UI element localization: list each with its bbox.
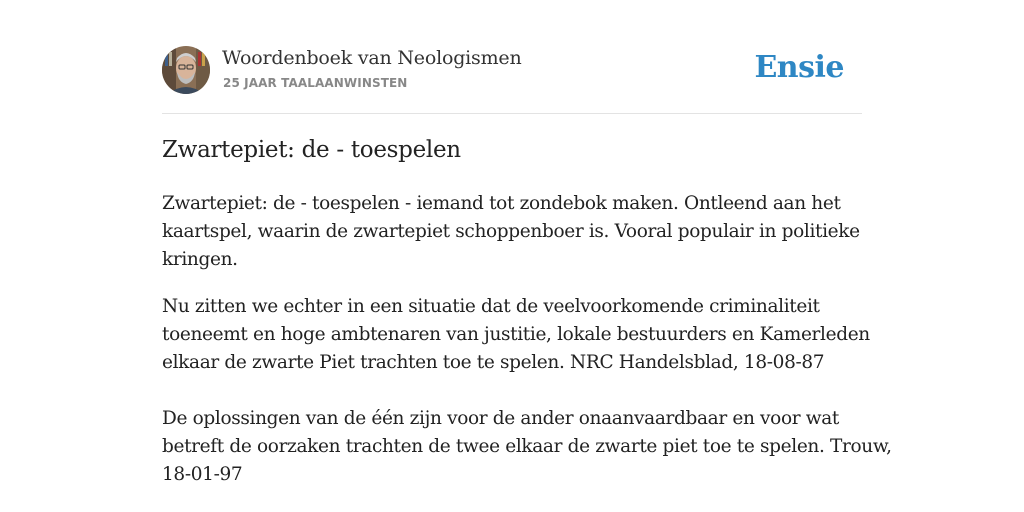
site-subtitle: 25 JAAR TAALAANWINSTEN: [223, 76, 408, 90]
site-header: [162, 46, 862, 96]
text-line: De oplossingen van de één zijn voor de ander onaanvaardbaar en voor wat: [162, 408, 840, 429]
quote-paragraph: [162, 405, 892, 489]
text-line: Nu zitten we echter in een situatie dat de veelvoorkomende criminaliteit: [162, 296, 820, 317]
text-line: elkaar de zwarte Piet trachten toe te spelen. NRC Handelsblad, 18-08-87: [162, 352, 825, 373]
header-divider: [162, 113, 862, 114]
site-title[interactable]: Woordenboek van Neologismen: [222, 47, 522, 69]
text-line: betreft de oorzaken trachten de twee elkaar de zwarte piet toe te spelen. Trouw,: [162, 436, 892, 457]
quote-paragraph: [162, 293, 870, 377]
text-line: kringen.: [162, 249, 238, 270]
text-line: toeneemt en hoge ambtenaren van justitie, lokale bestuurders en Kamerleden: [162, 324, 870, 345]
avatar[interactable]: [162, 46, 210, 94]
text-line: 18-01-97: [162, 464, 243, 485]
text-line: kaartspel, waarin de zwartepiet schoppenboer is. Vooral populair in politieke: [162, 221, 860, 242]
ensie-logo[interactable]: Ensie: [754, 50, 844, 85]
text-line: Zwartepiet: de - toespelen - iemand tot zondebok maken. Ontleend aan het: [162, 193, 841, 214]
entry-title: Zwartepiet: de - toespelen: [162, 137, 461, 163]
definition-paragraph: [162, 190, 862, 274]
